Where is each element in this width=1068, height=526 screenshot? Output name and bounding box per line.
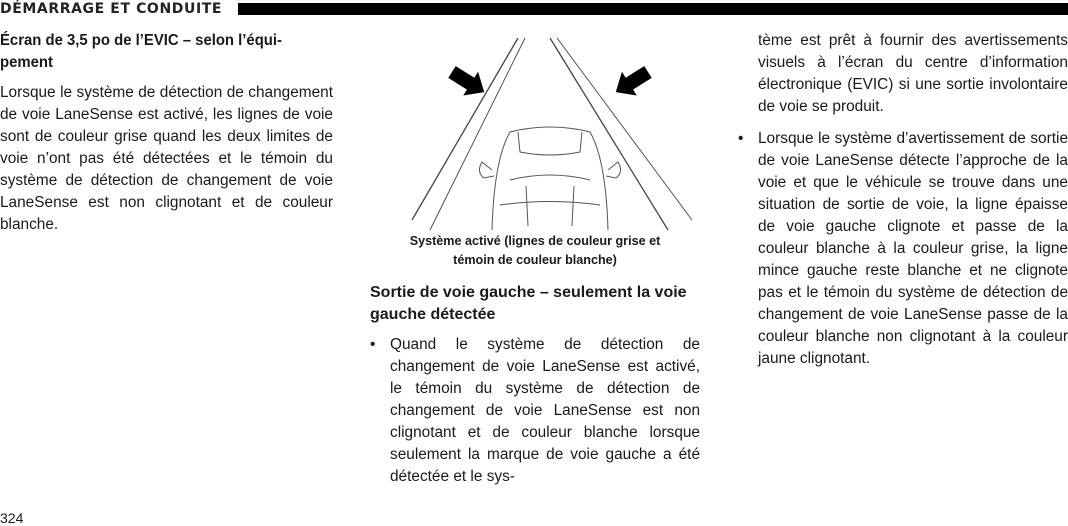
figure-caption: Système activé (lignes de couleur grise et témoin de couleur blanche): [409, 234, 661, 267]
arrow-left-icon: [445, 60, 492, 104]
continuation-text: tème est prêt à fournir des avertissements visuels à l’écran du centre d’information électronique (EVIC) si une sortie involontaire de voie se produit.: [758, 32, 1068, 115]
arrow-right-icon: [608, 60, 655, 104]
page-header: [0, 0, 1068, 18]
page-number: 324: [0, 510, 24, 526]
section-title: DÉMARRAGE ET CONDUITE: [0, 0, 232, 18]
list-item: [738, 128, 1068, 370]
left-thin-lane-line: [430, 38, 525, 230]
list-item-continuation: [738, 30, 1068, 118]
evic-screen-paragraph: Lorsque le système de détection de changement de voie LaneSense est activé, les lignes de voie sont de couleur grise quand les deux limites de voie n’ont pas été détectées et le témoin du système de détection de changement de voie LaneSense est non clignotant et de couleur blanche.: [0, 84, 333, 233]
left-column: [0, 30, 333, 236]
lanesense-illustration: [400, 30, 700, 254]
header-rule: [238, 3, 1068, 15]
bullet-marker: •: [370, 336, 376, 353]
middle-column: [370, 282, 700, 498]
right-thick-lane-line: [550, 38, 668, 230]
car-icon: [479, 127, 620, 230]
evic-screen-heading: Écran de 3,5 po de l’EVIC – selon l’équi-pement: [0, 32, 282, 71]
right-column: [738, 30, 1068, 380]
list-item: [370, 334, 700, 488]
bullet-text: Lorsque le système d’avertissement de sortie de voie LaneSense détecte l’approche de la voie et que le véhicule se trouve dans une situation de sortie de voie, la ligne épaisse de voie gauche clignote et passe de la couleur blanche à la couleur grise, la ligne mince gauche reste blanche et ne clignote pas et le témoin du système de détection de changement de voie LaneSense passe de la couleur blanche non clignotant à la couleur jaune clignotant.: [758, 130, 1068, 367]
left-thick-lane-line: [412, 38, 518, 220]
left-lane-departure-heading: Sortie de voie gauche – seulement la voie gauche détectée: [370, 284, 687, 323]
bullet-marker: •: [738, 130, 744, 147]
bullet-text: Quand le système de détection de changement de voie LaneSense est activé, le témoin du système de détection de changement de voie LaneSense est non clignotant et de couleur blanche lorsque seulement la marque de voie gauche a été détectée et le sys-: [390, 336, 700, 485]
